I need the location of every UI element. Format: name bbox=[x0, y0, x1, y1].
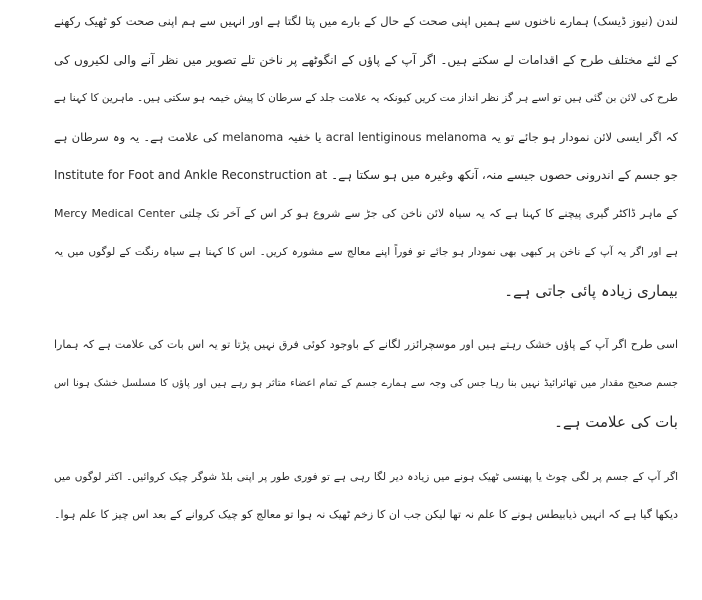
text-line: کے لئے مختلف طرح کے اقدامات لے سکتے ہیں۔ اگر آپ کے پاؤں کے انگوٹھے پر ناخن تلے تصویر میں نظر آنے والی لکیروں کی bbox=[54, 52, 678, 67]
paragraph-nail-melanoma bbox=[54, 2, 678, 310]
text-line: طرح کی لائن بن گئی ہیں تو اسے ہر گز نظر انداز مت کریں کیونکہ یہ علامت جلد کے سرطان کا پیش خیمہ ہو سکتی ہیں۔ ماہرین کا کہنا ہے bbox=[54, 92, 678, 104]
text-line: دیکھا گیا ہے کہ انہیں ذیابیطس ہونے کا علم نہ تھا لیکن جب ان کا زخم ٹھیک نہ ہوا تو معالج کو چیک کروانے کے بعد اس چیز کا علم ہوا۔ bbox=[54, 508, 678, 521]
text-line: ہے اور اگر یہ آپ کے ناخن پر کبھی بھی نمودار ہو جائے تو فوراً اپنے معالج سے مشورہ کریں۔ اس کا کہنا ہے سیاہ رنگت کے لوگوں میں یہ bbox=[54, 246, 678, 258]
text-line: لندن (نیوز ڈیسک) ہمارے ناخنوں سے ہمیں اپنی صحت کے حال کے بارے میں پتا لگتا ہے اور انہیں سے ہم اپنی صحت کو ٹھیک رکھنے bbox=[54, 14, 678, 28]
text-line: کہ اگر ایسی لائن نمودار ہو جائے تو یہ acral lentiginous melanoma یا خفیہ melanoma کی علامت ہے۔ یہ وہ سرطان ہے bbox=[54, 129, 678, 144]
text-line: بیماری زیادہ پائی جاتی ہے۔ bbox=[504, 281, 678, 300]
text-line: جو جسم کے اندرونی حصوں جیسے منہ، آنکھ وغیرہ میں ہو سکتا ہے۔ Institute for Foot and Ankle Reconstruction at bbox=[54, 168, 678, 182]
paragraph-slow-healing bbox=[54, 458, 678, 535]
text-line: جسم صحیح مقدار میں تھائرائیڈ نہیں بنا رہا جس کی وجہ سے ہمارے جسم کے تمام اعضاء متاثر ہو رہے ہیں اور پاؤں کا مسلسل خشک ہونا اس bbox=[54, 377, 678, 389]
text-line: اگر آپ کے جسم پر لگی چوٹ یا پھنسی ٹھیک ہونے میں زیادہ دیر لگا رہی ہے تو فوری طور پر اپنی بلڈ شوگر چیک کروائیں۔ اکثر لوگوں میں bbox=[54, 470, 678, 483]
text-line: بات کی علامت ہے۔ bbox=[554, 413, 678, 431]
paragraph-spacer bbox=[54, 310, 678, 326]
text-line: Mercy Medical Center کے ماہر ڈاکٹر گیری پیچنے کا کہنا ہے کہ یہ سیاہ لائن ناخن کی جڑ سے شروع ہو کر اس کے آخر تک چلتی bbox=[54, 206, 678, 220]
text-line: اسی طرح اگر آپ کے پاؤں خشک رہتے ہیں اور موسچرائزر لگانے کے باوجود کوئی فرق نہیں پڑتا تو یہ اس بات کی علامت ہے کہ ہمارا bbox=[54, 338, 678, 351]
paragraph-dry-feet bbox=[54, 326, 678, 442]
paragraph-spacer bbox=[54, 442, 678, 458]
